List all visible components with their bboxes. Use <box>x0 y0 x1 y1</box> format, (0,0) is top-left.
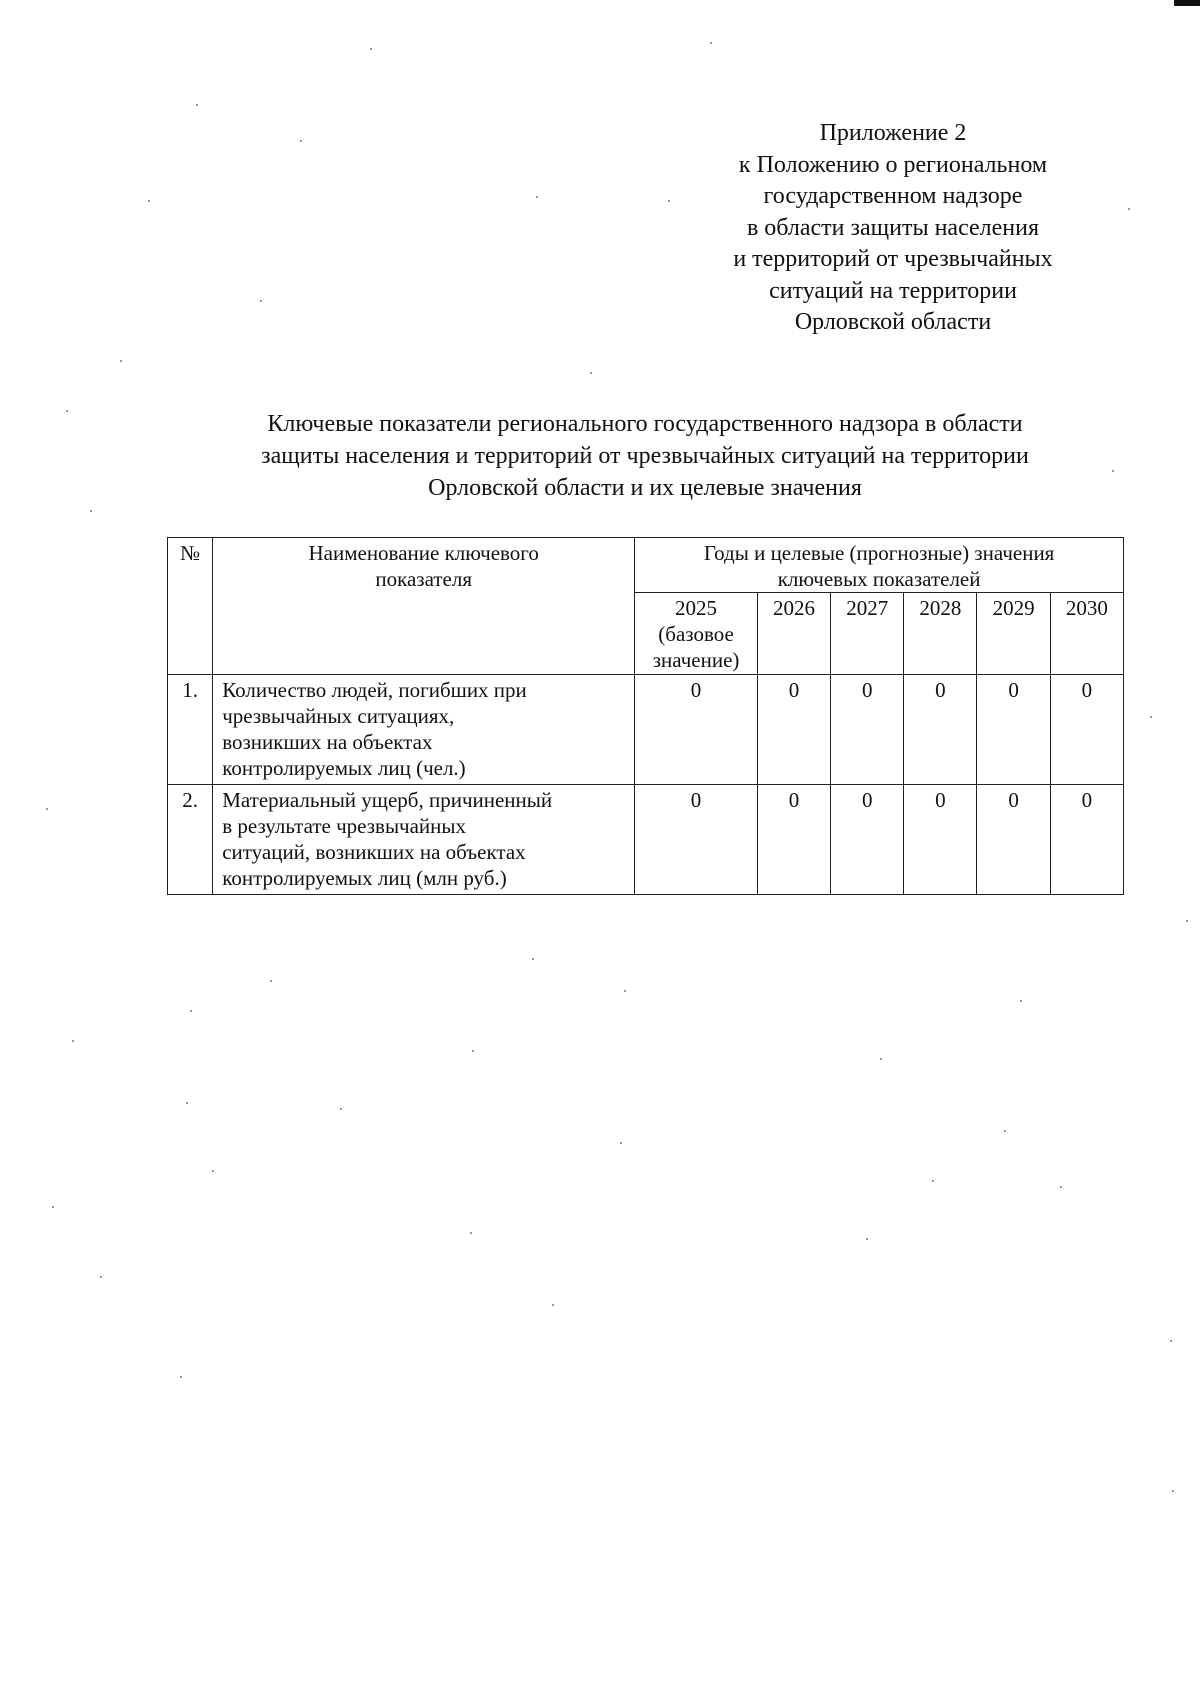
row-name-line: ситуаций, возникших на объектах <box>222 840 526 864</box>
row-name-line: Количество людей, погибших при <box>222 678 527 702</box>
row-value-2030: 0 <box>1050 785 1123 895</box>
scan-speck <box>1150 716 1152 718</box>
header-years-group <box>635 538 1124 593</box>
row-value-2029: 0 <box>977 785 1050 895</box>
scan-speck <box>196 104 198 106</box>
scan-speck <box>932 1180 934 1182</box>
header-number <box>168 538 213 675</box>
scan-speck <box>120 360 122 362</box>
row-indicator-name <box>213 785 635 895</box>
scan-speck <box>668 200 670 202</box>
table-row <box>168 785 1124 895</box>
header-years-line: ключевых показателей <box>777 567 981 591</box>
scan-speck <box>1172 1490 1174 1492</box>
row-value-2027: 0 <box>831 785 904 895</box>
header-year: 2026 <box>757 593 830 675</box>
heading-line: Ключевые показатели регионального государственного надзора в области <box>267 411 1023 437</box>
scan-speck <box>866 1238 868 1240</box>
row-number: 2. <box>168 785 213 895</box>
scan-speck <box>100 1276 102 1278</box>
appendix-line: и территорий от чрезвычайных <box>733 246 1053 272</box>
header-indicator-name <box>213 538 635 675</box>
row-value-2027: 0 <box>831 675 904 785</box>
header-years-line: Годы и целевые (прогнозные) значения <box>703 541 1055 565</box>
table-row <box>168 675 1124 785</box>
row-name-line: контролируемых лиц (чел.) <box>222 756 466 780</box>
scan-speck <box>620 1142 622 1144</box>
header-year: 2028 <box>904 593 977 675</box>
scan-speck <box>186 1102 188 1104</box>
row-name-line: возникших на объектах <box>222 730 433 754</box>
scan-speck <box>1020 1000 1022 1002</box>
year-note-line: (базовое <box>658 622 734 646</box>
scan-speck <box>880 1058 882 1060</box>
scan-speck <box>212 1170 214 1172</box>
scan-speck <box>1060 1186 1062 1188</box>
scan-speck <box>66 410 68 412</box>
appendix-line: Орловской области <box>794 309 992 335</box>
row-value-2028: 0 <box>904 675 977 785</box>
scan-speck <box>1112 470 1114 472</box>
row-name-line: контролируемых лиц (млн руб.) <box>222 866 507 890</box>
row-value-2025: 0 <box>635 785 758 895</box>
header-year: 2030 <box>1050 593 1123 675</box>
scan-speck <box>300 140 302 142</box>
heading-line: Орловской области и их целевые значения <box>428 475 862 501</box>
scan-speck <box>624 990 626 992</box>
scan-speck <box>52 1206 54 1208</box>
row-value-2028: 0 <box>904 785 977 895</box>
appendix-line: Приложение 2 <box>819 120 967 146</box>
scan-speck <box>148 200 150 202</box>
header-year: 2029 <box>977 593 1050 675</box>
scan-speck <box>552 1304 554 1306</box>
row-name-line: в результате чрезвычайных <box>222 814 467 838</box>
year-label: 2025 <box>675 596 718 620</box>
row-value-2026: 0 <box>757 675 830 785</box>
document-heading <box>140 408 1150 504</box>
scan-speck <box>72 1040 74 1042</box>
appendix-reference <box>688 118 1098 339</box>
scan-speck <box>270 980 272 982</box>
header-name-line: показателя <box>375 567 473 591</box>
header-number-label: № <box>180 541 201 565</box>
scan-speck <box>472 1050 474 1052</box>
scan-speck <box>590 372 592 374</box>
year-note-line: значение) <box>652 648 740 672</box>
appendix-line: ситуаций на территории <box>769 277 1017 304</box>
header-year-2025 <box>635 593 758 675</box>
row-value-2026: 0 <box>757 785 830 895</box>
scan-speck <box>536 196 538 198</box>
scan-speck <box>532 958 534 960</box>
row-value-2030: 0 <box>1050 675 1123 785</box>
row-value-2029: 0 <box>977 675 1050 785</box>
scan-speck <box>1170 1340 1172 1342</box>
scan-speck <box>1186 920 1188 922</box>
appendix-line: в области защиты населения <box>746 214 1040 241</box>
row-indicator-name <box>213 675 635 785</box>
heading-line: защиты населения и территорий от чрезвычайных ситуаций на территории <box>261 443 1029 469</box>
table-header-row <box>168 538 1124 593</box>
appendix-line: государственном надзоре <box>763 183 1023 209</box>
scan-speck <box>90 510 92 512</box>
scan-corner-mark <box>1174 0 1200 6</box>
header-name-line: Наименование ключевого <box>308 541 539 565</box>
row-name-line: Материальный ущерб, причиненный <box>222 788 553 812</box>
scan-speck <box>710 42 712 44</box>
scan-speck <box>46 808 48 810</box>
scan-speck <box>470 1232 472 1234</box>
row-number: 1. <box>168 675 213 785</box>
indicators-table <box>167 537 1124 895</box>
scan-speck <box>1004 1130 1006 1132</box>
scan-speck <box>180 1376 182 1378</box>
header-year: 2027 <box>831 593 904 675</box>
scan-speck <box>190 1010 192 1012</box>
row-name-line: чрезвычайных ситуациях, <box>222 704 455 728</box>
row-value-2025: 0 <box>635 675 758 785</box>
scan-speck <box>1128 208 1130 210</box>
scan-speck <box>340 1108 342 1110</box>
appendix-line: к Положению о региональном <box>738 151 1048 178</box>
scan-speck <box>370 48 372 50</box>
scan-speck <box>260 300 262 302</box>
